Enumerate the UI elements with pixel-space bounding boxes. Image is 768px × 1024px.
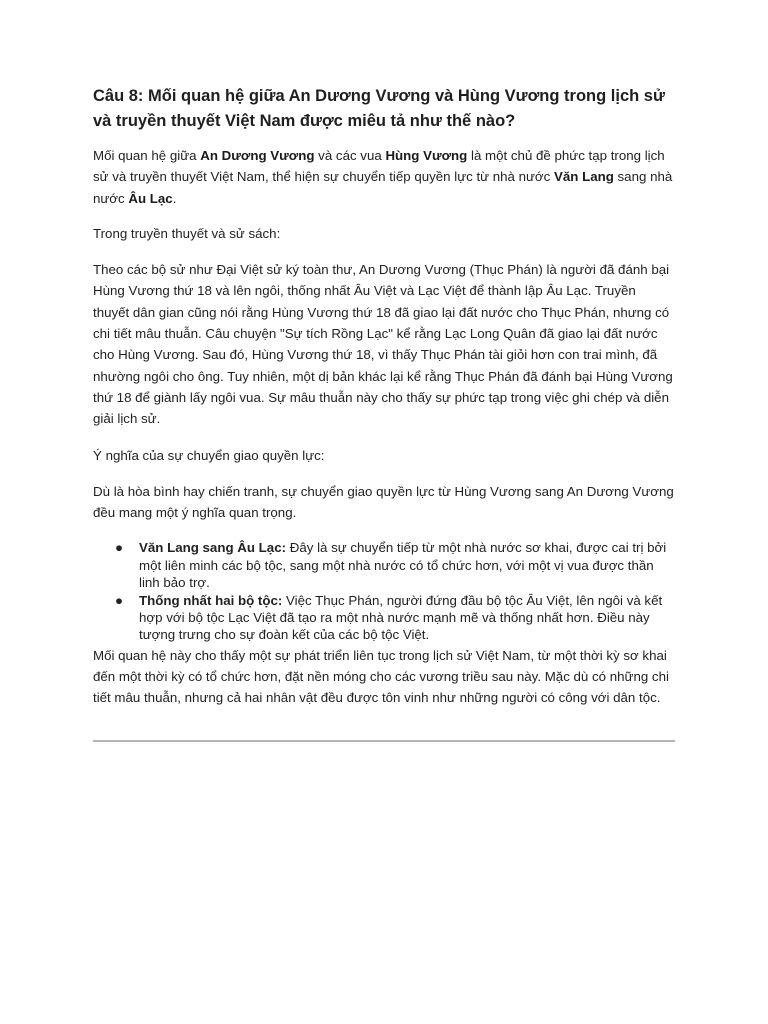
legend-paragraph: Theo các bộ sử như Đại Việt sử ký toàn thư, An Dương Vương (Thục Phán) là người đã đánh bại Hùng Vương thứ 18 và lên ngôi, thống nhất Âu Việt và Lạc Việt để thành lập Âu Lạc. Truyền thuyết dân gian cũng nói rằng Hùng Vương thứ 18 đã giao lại đất nước cho Thục Phán, nhưng có chi tiết mâu thuẫn. Câu chuyện "Sự tích Rồng Lạc" kể rằng Lạc Long Quân đã giao lại đất nước cho Hùng Vương. Sau đó, Hùng Vương thứ 18, vì thấy Thục Phán tài giỏi hơn con trai mình, đã nhường ngôi cho ông. Tuy nhiên, một dị bản khác lại kể rằng Thục Phán đã đánh bại Hùng Vương thứ 18 để giành lấy ngôi vua. Sự mâu thuẫn này cho thấy sự phức tạp trong việc ghi chép và diễn giải lịch sử. [93,262,673,427]
bullet-dot-icon: ● [115,540,124,556]
intro-bold-an-duong-vuong: An Dương Vương [200,148,315,163]
intro-text-5: . [172,190,177,206]
bullet-dot-icon: ● [115,593,124,609]
intro-text-1: Mối quan hệ giữa [93,148,201,163]
intro-text-4: sang nhà nước [93,169,673,206]
list-item [93,539,675,591]
bullet-text: Việc Thục Phán, người đứng đầu bộ tộc Âu Việt, lên ngôi và kết hợp với bộ tộc Lạc Việt đã tạo ra một nhà nước mạnh mẽ và thống nhất hơn. Điều này tượng trưng cho sự đoàn kết của các bộ tộc Việt. [139,593,663,643]
intro-bold-hung-vuong: Hùng Vương [385,148,468,163]
meaning-heading: Ý nghĩa của sự chuyển giao quyền lực: [93,447,325,463]
intro-paragraph [93,145,675,209]
meaning-paragraph: Dù là hòa bình hay chiến tranh, sự chuyển giao quyền lực từ Hùng Vương sang An Dương Vương đều mang một ý nghĩa quan trọng. [93,483,674,521]
list-item [93,592,675,644]
conclusion-paragraph: Mối quan hệ này cho thấy một sự phát triển liên tục trong lịch sử Việt Nam, từ một thời kỳ sơ khai đến một thời kỳ có tổ chức hơn, đặt nền móng cho các vương triều sau này. Mặc dù có những chi tiết mâu thuẫn, nhưng cả hai nhân vật đều được tôn vinh như những người có công với dân tộc. [93,647,669,706]
bullet-label: Văn Lang sang Âu Lạc: [139,540,287,556]
bullet-text: Đây là sự chuyển tiếp từ một nhà nước sơ khai, được cai trị bởi một liên minh các bộ tộc, sang một nhà nước có tổ chức hơn, với một vị vua được thần linh bảo trợ. [139,540,667,590]
bullet-list [93,539,675,643]
intro-bold-au-lac: Âu Lạc [128,190,173,206]
intro-text-3: là một chủ đề phức tạp trong lịch sử và truyền thuyết Việt Nam, thể hiện sự chuyển tiếp quyền lực từ nhà nước [93,148,665,185]
legend-heading: Trong truyền thuyết và sử sách: [93,225,281,241]
bullet-label: Thống nhất hai bộ tộc: [139,593,283,609]
question-title: Câu 8: Mối quan hệ giữa An Dương Vương và Hùng Vương trong lịch sử và truyền thuyết Việt Nam được miêu tả như thế nào? [93,87,665,130]
intro-text-2: và các vua [314,148,386,163]
document-page [93,84,675,709]
horizontal-divider [93,740,675,742]
intro-bold-van-lang: Văn Lang [554,169,614,185]
